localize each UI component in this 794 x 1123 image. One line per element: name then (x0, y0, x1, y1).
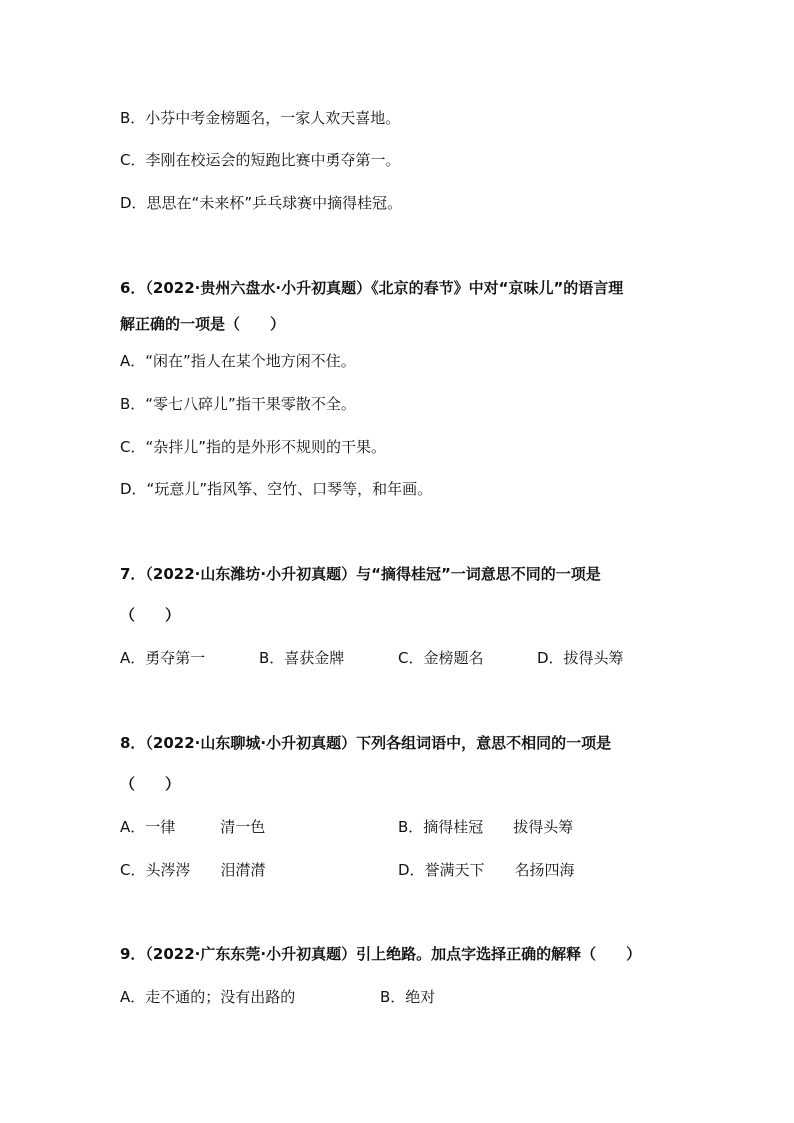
q8-stem-line2: （ ） (120, 775, 181, 793)
q8-option-c: C．头涔涔 泪潸潸 (120, 861, 266, 879)
q6-option-d: D．“玩意儿”指风筝、空竹、口琴等，和年画。 (120, 480, 433, 498)
q6-option-b: B．“零七八碎儿”指干果零散不全。 (120, 395, 356, 413)
q7-stem-line1: 7．（2022·山东潍坊·小升初真题）与“摘得桂冠”一词意思不同的一项是 (120, 565, 601, 583)
q6-stem-line2: 解正确的一项是（ ） (120, 315, 286, 333)
q7-option-a: A．勇夺第一 (120, 649, 206, 667)
q9-option-a: A．走不通的；没有出路的 (120, 988, 296, 1006)
q5-option-d: D．思思在“未来杯”乒乓球赛中摘得桂冠。 (120, 194, 403, 212)
q8-stem-line1: 8．（2022·山东聊城·小升初真题）下列各组词语中，意思不相同的一项是 (120, 734, 612, 752)
q7-option-b: B．喜获金牌 (259, 649, 345, 667)
q6-option-c: C．“杂拌儿”指的是外形不规则的干果。 (120, 438, 387, 456)
q5-option-b: B．小芬中考金榜题名，一家人欢天喜地。 (120, 109, 401, 127)
q9-option-b: B．绝对 (380, 988, 436, 1006)
q6-stem-line1: 6．（2022·贵州六盘水·小升初真题）《北京的春节》中对“京味儿”的语言理 (120, 279, 624, 297)
q7-stem-line2: （ ） (120, 606, 181, 624)
q5-option-c: C．李刚在校运会的短跑比赛中勇夺第一。 (120, 151, 401, 169)
q8-option-d: D．誉满天下 名扬四海 (398, 861, 575, 879)
q8-option-b: B．摘得桂冠 拔得头筹 (398, 818, 574, 836)
q9-stem-line1: 9．（2022·广东东莞·小升初真题）引上绝路。加点字选择正确的解释（ ） (120, 945, 642, 963)
q8-option-a: A．一律 清一色 (120, 818, 266, 836)
q7-option-d: D．拔得头筹 (537, 649, 624, 667)
q7-option-c: C．金榜题名 (398, 649, 484, 667)
q6-option-a: A．“闲在”指人在某个地方闲不住。 (120, 352, 356, 370)
